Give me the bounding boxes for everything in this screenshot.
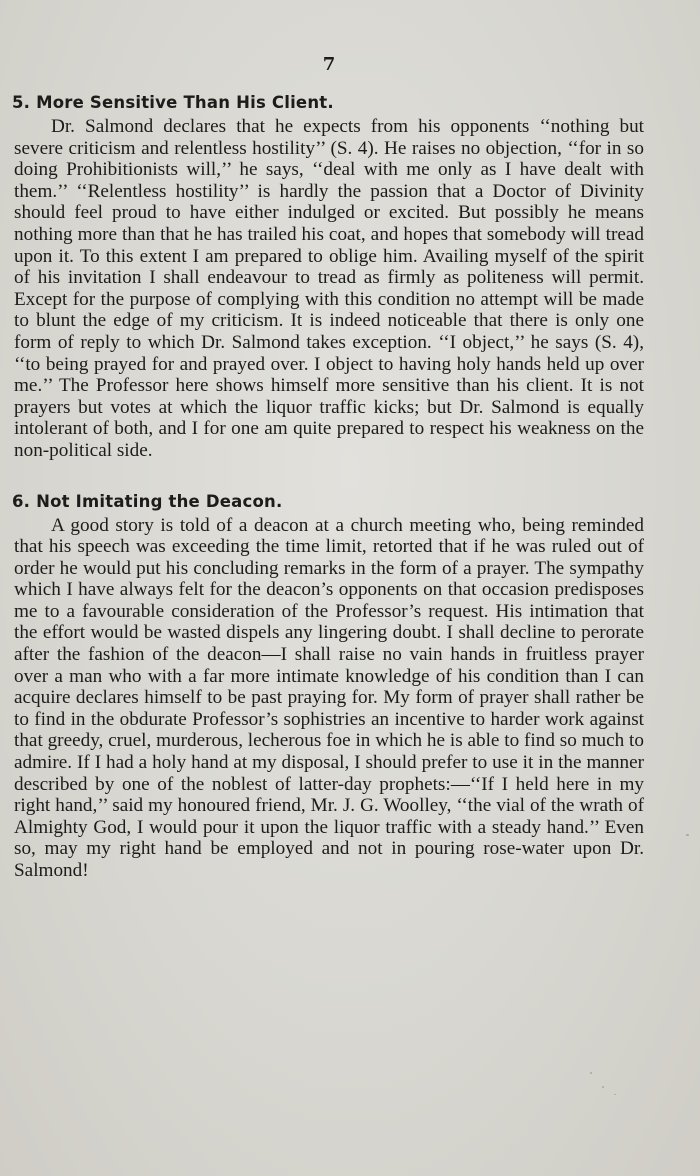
page-number: 7 xyxy=(322,54,336,75)
section-6 xyxy=(14,492,644,882)
paper-speck xyxy=(590,1072,592,1074)
section-body: A good story is told of a deacon at a church meeting who, being reminded that his speech was exceeding the time limit, retorted that if he was ruled out of order he would put his concluding remarks in the form of a prayer. The sympathy which I have always felt for the deacon’s opponents on that occasion predisposes me to a favourable consideration of the Professor’s request. His intimation that the effort would be wasted dispels any lingering doubt. I shall decline to perorate after the fashion of the deacon—I shall raise no vain hands in fruitless prayer over a man who with a far more intimate knowledge of his condition than I can acquire declares himself to be past praying for. My form of prayer shall rather be to find in the obdurate Professor’s sophistries an incentive to harder work against that greedy, cruel, murderous, lecherous foe in which he is able to find so much to admire. If I had a holy hand at my disposal, I should prefer to use it in the manner described by one of the noblest of latter-day prophets:—‘‘If I held here in my right hand,’’ said my honoured friend, Mr. J. G. Woolley, ‘‘the vial of the wrath of Almighty God, I would pour it upon the liquor traffic with a steady hand.’’ Even so, may my right hand be employed and not in pouring rose-water upon Dr. Salmond! xyxy=(14,514,644,881)
paper-speck xyxy=(614,1094,616,1095)
section-body: Dr. Salmond declares that he expects from his opponents ‘‘nothing but severe criticism and relentless hostility’’ (S. 4). He raises no objection, ‘‘for in so doing Prohibitionists will,’’ he says, ‘‘deal with me only as I have dealt with them.’’ ‘‘Relentless hostility’’ is hardly the passion that a Doctor of Divinity should feel proud to have either indulged or excited. But possibly he means nothing more than that he has trailed his coat, and hopes that somebody will tread upon it. To this extent I am prepared to oblige him. Availing myself of the spirit of his invitation I shall endeavour to tread as firmly as politeness will permit. Except for the purpose of complying with this condition no attempt will be made to blunt the edge of my criticism. It is indeed noticeable that there is only one form of reply to which Dr. Salmond takes exception. ‘‘I object,’’ he says (S. 4), ‘‘to being prayed for and prayed over. I object to having holy hands held up over me.’’ The Professor here shows himself more sensitive than his client. It is not prayers but votes at which the liquor traffic kicks; but Dr. Salmond is equally intolerant of both, and I for one am quite prepared to respect his weakness on the non-political side. xyxy=(14,116,644,461)
document-page xyxy=(14,54,644,882)
section-heading: 5. More Sensitive Than His Client. xyxy=(12,93,334,112)
section-5 xyxy=(14,93,644,462)
paper-speck xyxy=(686,834,689,836)
paper-speck xyxy=(602,1086,604,1088)
section-heading: 6. Not Imitating the Deacon. xyxy=(12,491,283,511)
